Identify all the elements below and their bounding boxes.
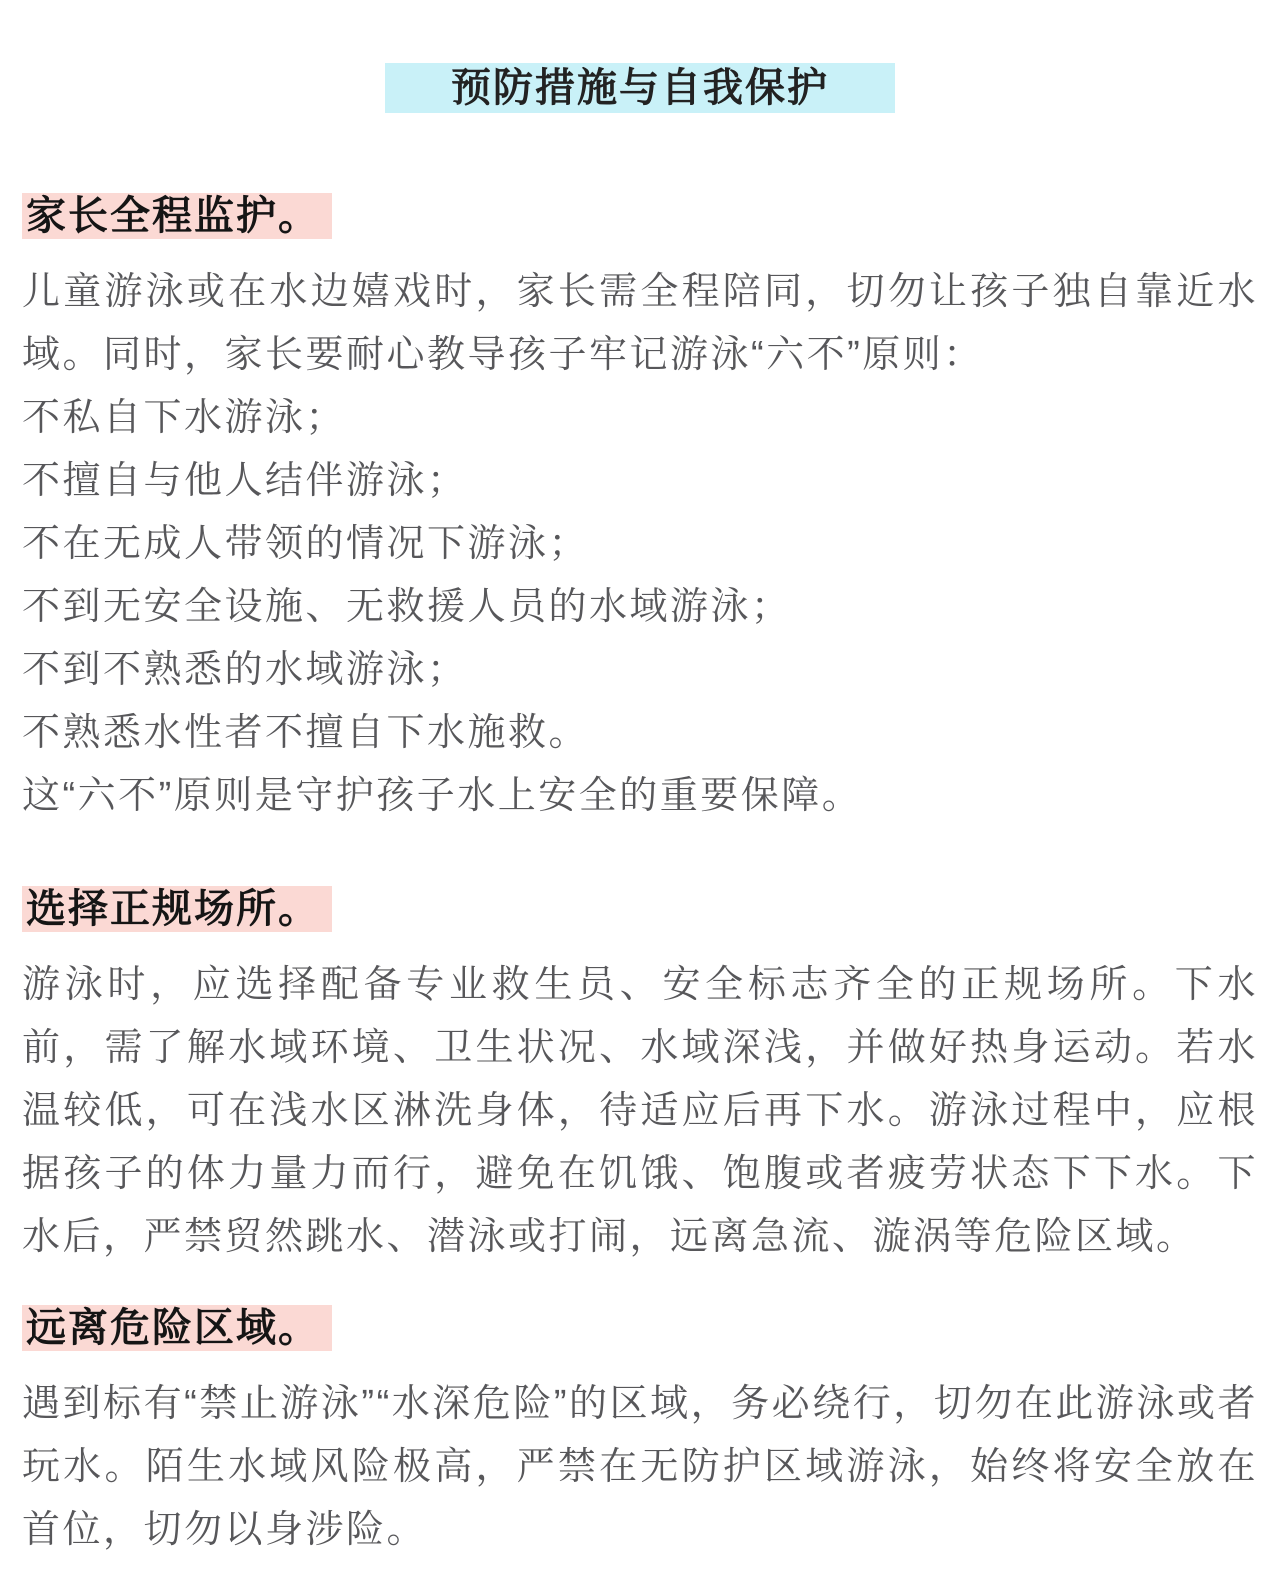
rule-item-4: 不到无安全设施、无救援人员的水域游泳； (22, 586, 792, 628)
section-heading-label: 选择正规场所。 (22, 886, 332, 932)
rule-item-3: 不在无成人带领的情况下游泳； (22, 523, 590, 565)
section-body-parental-supervision (22, 261, 1258, 828)
section-body-avoid-danger-zones (22, 1373, 1258, 1562)
section-intro-text: 儿童游泳或在水边嬉戏时，家长需全程陪同，切勿让孩子独自靠近水域。同时，家长要耐心教导孩子牢记游泳“六不”原则： (22, 271, 1258, 376)
section-heading-label: 家长全程监护。 (22, 193, 332, 239)
section-heading-avoid-danger-zones (22, 1305, 1258, 1351)
rule-item-1: 不私自下水游泳； (22, 397, 347, 439)
page-title: 预防措施与自我保护 (385, 63, 895, 113)
rule-item-2: 不擅自与他人结伴游泳； (22, 460, 468, 502)
title-row (22, 63, 1258, 113)
rule-item-6: 不熟悉水性者不擅自下水施救。 (22, 712, 590, 754)
section-heading-label: 远离危险区域。 (22, 1305, 332, 1351)
rule-item-5: 不到不熟悉的水域游泳； (22, 649, 468, 691)
section-body-text: 游泳时，应选择配备专业救生员、安全标志齐全的正规场所。下水前，需了解水域环境、卫生状况、水域深浅，并做好热身运动。若水温较低，可在浅水区淋洗身体，待适应后再下水。游泳过程中，应根据孩子的体力量力而行，避免在饥饿、饱腹或者疲劳状态下下水。下水后，严禁贸然跳水、潜泳或打闹，远离急流、漩涡等危险区域。 (22, 964, 1258, 1258)
section-body-text: 遇到标有“禁止游泳”“水深危险”的区域，务必绕行，切勿在此游泳或者玩水。陌生水域风险极高，严禁在无防护区域游泳，始终将安全放在首位，切勿以身涉险。 (22, 1383, 1258, 1551)
section-heading-proper-venue (22, 886, 1258, 932)
section-body-proper-venue (22, 954, 1258, 1269)
section-heading-parental-supervision (22, 193, 1258, 239)
section-outro-text: 这“六不”原则是守护孩子水上安全的重要保障。 (22, 775, 863, 817)
